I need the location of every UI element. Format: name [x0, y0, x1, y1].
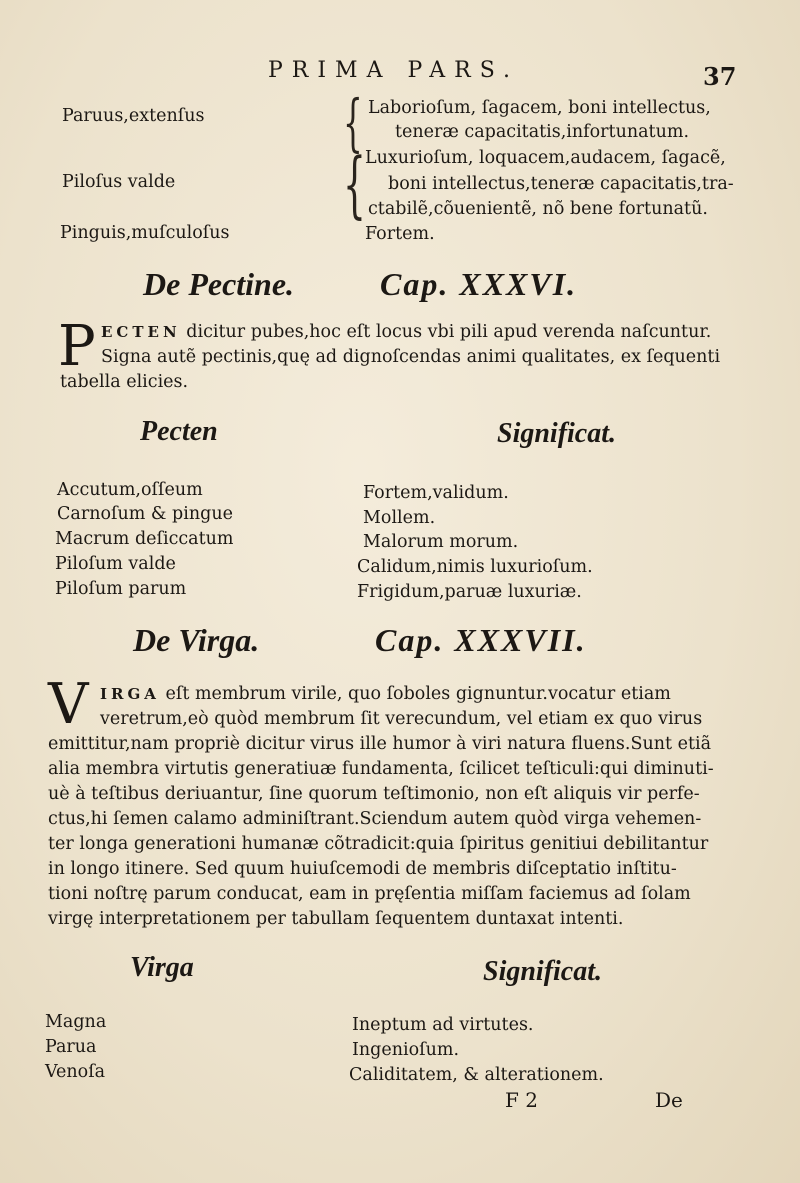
- pecten-row-1-left: Accutum,oſſeum: [57, 480, 203, 500]
- chapter-37-smallcaps: IRGA: [100, 685, 160, 703]
- pecten-row-1-right: Fortem,validum.: [363, 483, 509, 503]
- chapter-36-line-1: [101, 320, 711, 345]
- top-row-2-right-line-1: Luxurioſum, loquacem,audacem, ſagacẽ,: [365, 148, 726, 168]
- virga-row-3-right: Caliditatem, & alterationem.: [349, 1065, 604, 1085]
- chapter-37-line-7: ter longa generationi humanæ cõtradicit:quia ſpiritus genitiui debilitantur: [48, 834, 709, 854]
- virga-column-header: Virga: [130, 952, 194, 983]
- chapter-36-line-1-text: dicitur pubes,hoc eſt locus vbi pili apud verenda naſcuntur.: [186, 322, 712, 342]
- page-number: 37: [703, 62, 737, 91]
- top-row-3-right: Fortem.: [365, 224, 435, 244]
- top-row-2-right-line-2: boni intellectus,teneræ capacitatis,tra-: [388, 174, 734, 194]
- chapter-37-number: Cap. XXXVII.: [375, 622, 587, 658]
- pecten-column-header: Pecten: [140, 416, 218, 447]
- top-row-2-left: Piloſus valde: [62, 172, 176, 192]
- top-row-1-right-line-1: Laborioſum, ſagacem, boni intellectus,: [368, 98, 711, 118]
- virga-row-2-left: Parua: [45, 1037, 97, 1057]
- chapter-36-title: De Pectine.: [143, 266, 295, 302]
- brace-2: {: [343, 142, 366, 226]
- chapter-37-line-3: emittitur,nam propriè dicitur virus ille humor à viri natura fluens.Sunt etiã: [48, 734, 712, 754]
- chapter-37-line-10: virgę interpretationem per tabullam ſequentem duntaxat intenti.: [48, 909, 624, 929]
- chapter-37-line-4: alia membra virtutis generatiuæ fundamenta, ſcilicet teſticuli:qui diminuti-: [48, 759, 714, 779]
- pecten-row-3-right: Malorum morum.: [363, 532, 519, 552]
- pecten-row-4-left: Piloſum valde: [55, 554, 176, 574]
- pecten-row-5-right: Frigidum,paruæ luxuriæ.: [357, 582, 582, 602]
- chapter-37-line-6: ctus,hi ſemen calamo adminiſtrant.Sciendum autem quòd virga vehemen-: [48, 809, 702, 829]
- pecten-row-3-left: Macrum deſiccatum: [55, 529, 234, 549]
- catchword: De: [655, 1088, 683, 1112]
- chapter-36-number: Cap. XXXVI.: [380, 266, 578, 302]
- chapter-37-line-2: veretrum,eò quòd membrum ſit verecundum, vel etiam ex quo virus: [100, 709, 703, 729]
- virga-row-1-left: Magna: [45, 1012, 107, 1032]
- virga-row-1-right: Ineptum ad virtutes.: [352, 1015, 534, 1035]
- chapter-36-smallcaps: ECTEN: [101, 323, 181, 341]
- virga-row-3-left: Venoſa: [45, 1062, 106, 1082]
- chapter-36-dropcap: P: [58, 314, 96, 379]
- chapter-37-line-5: uè à teſtibus deriuantur, ſine quorum teſtimonio, non eſt aliquis vir perfe-: [48, 784, 700, 804]
- chapter-37-line-8: in longo itinere. Sed quum huiuſcemodi de membris diſceptatio inſtitu-: [48, 859, 677, 879]
- chapter-37-line-1-text: eſt membrum virile, quo ſoboles gignuntur.vocatur etiam: [165, 684, 671, 704]
- virga-row-2-right: Ingenioſum.: [352, 1040, 460, 1060]
- chapter-37-line-9: tioni noſtrę parum conducat, eam in pręſentia miſſam faciemus ad ſolam: [48, 884, 691, 904]
- top-row-3-left: Pinguis,muſculoſus: [60, 223, 230, 243]
- chapter-36-line-3: tabella elicies.: [60, 372, 189, 392]
- running-title: PRIMA PARS.: [268, 58, 519, 83]
- chapter-37-line-1: [100, 682, 671, 707]
- brace-1: {: [343, 86, 363, 159]
- chapter-36-line-2: Signa autẽ pectinis,quę ad dignoſcendas animi qualitates, ex ſequenti: [101, 347, 721, 367]
- pecten-row-5-left: Piloſum parum: [55, 579, 187, 599]
- virga-significat-header: Significat.: [483, 956, 603, 987]
- top-row-1-right-line-2: teneræ capacitatis,infortunatum.: [395, 122, 690, 142]
- pecten-row-4-right: Calidum,nimis luxurioſum.: [357, 557, 593, 577]
- signature-mark: F 2: [505, 1088, 538, 1112]
- pecten-row-2-left: Carnoſum & pingue: [57, 504, 233, 524]
- pecten-row-2-right: Mollem.: [363, 508, 436, 528]
- top-row-1-left: Paruus,extenſus: [62, 106, 205, 126]
- pecten-significat-header: Significat.: [497, 418, 617, 449]
- chapter-37-dropcap: V: [48, 672, 89, 737]
- chapter-37-title: De Virga.: [133, 622, 260, 658]
- top-row-2-right-line-3: ctabilẽ,cõuenientẽ, nõ bene fortunatũ.: [368, 199, 708, 219]
